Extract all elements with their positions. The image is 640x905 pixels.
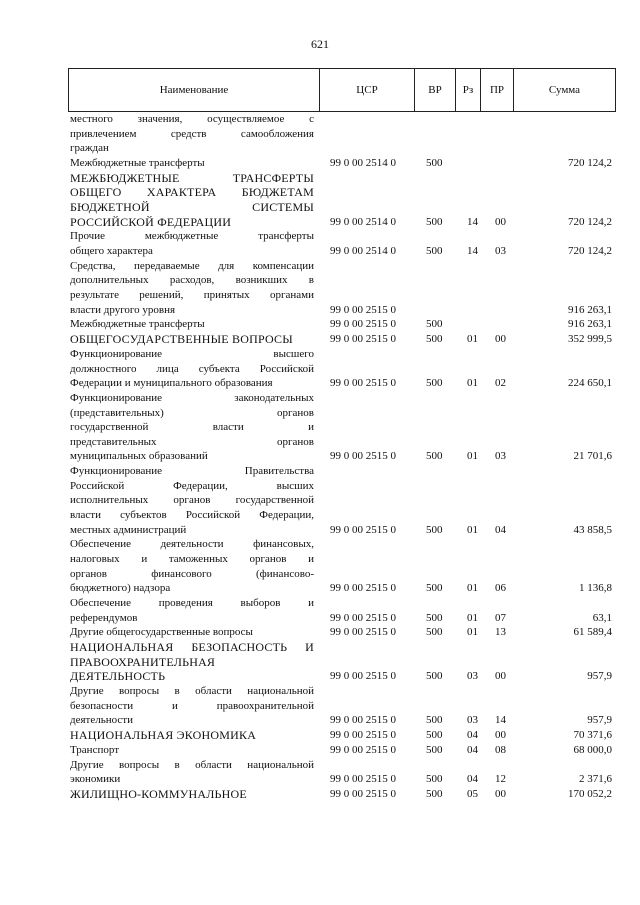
row-pr: 03: [495, 450, 506, 463]
row-csr: 99 0 00 2515 0: [330, 788, 396, 801]
row-sum: 21 701,6: [573, 450, 612, 463]
row-name-line: БЮДЖЕТНОЙ СИСТЕМЫ: [70, 199, 314, 214]
row-name-line: Другие общегосударственные вопросы: [70, 626, 253, 639]
row-name-line: ПРАВООХРАНИТЕЛЬНАЯ: [70, 654, 216, 669]
row-name-line: Средства, передаваемые для компенсации: [70, 259, 314, 272]
row-name-line: безопасности и правоохранительной: [70, 699, 314, 712]
row-name-line: (представительных) органов: [70, 406, 314, 419]
table-row: [0, 728, 640, 743]
row-rz: 04: [467, 773, 478, 786]
row-csr: 99 0 00 2515 0: [330, 611, 396, 624]
table-row: [0, 464, 640, 537]
row-pr: 06: [495, 582, 506, 595]
table-row: [0, 332, 640, 347]
row-rz: 04: [467, 729, 478, 742]
row-vr: 500: [426, 582, 443, 595]
row-rz: 14: [467, 244, 478, 257]
row-sum: 916 263,1: [568, 303, 612, 316]
row-name: [70, 537, 314, 595]
row-name-line: Функционирование законодательных: [70, 392, 314, 404]
row-name-line: Другие вопросы в области национальной: [70, 685, 314, 698]
row-name: [70, 317, 314, 332]
row-csr: 99 0 00 2515 0: [330, 318, 396, 331]
row-name: [70, 332, 314, 347]
row-sum: 68 000,0: [573, 744, 612, 756]
column-header-vr: ВР: [415, 69, 456, 111]
row-rz: 01: [467, 450, 478, 463]
row-name-line: ОБЩЕГО ХАРАКТЕРА БЮДЖЕТАМ: [70, 185, 314, 200]
row-rz: 01: [467, 333, 478, 346]
row-pr: 00: [495, 788, 506, 801]
row-csr: 99 0 00 2515 0: [330, 582, 396, 595]
row-name-line: налоговых и таможенных органов и: [70, 552, 314, 565]
row-name-line: должностного лица субъекта Российской: [70, 362, 314, 375]
row-name-line: Функционирование Правительства: [70, 465, 314, 478]
row-name-line: МЕЖБЮДЖЕТНЫЕ ТРАНСФЕРТЫ: [70, 170, 314, 185]
row-name-line: результате решений, принятых органами: [70, 288, 314, 301]
row-vr: 500: [426, 215, 443, 228]
row-name-line: Прочие межбюджетные трансферты: [70, 230, 314, 243]
row-pr: 00: [495, 215, 506, 228]
row-name-line: Транспорт: [70, 744, 120, 756]
row-sum: 1 136,8: [579, 582, 612, 595]
row-name-line: Обеспечение деятельности финансовых,: [70, 538, 314, 551]
row-vr: 500: [426, 626, 443, 639]
row-vr: 500: [426, 333, 443, 346]
row-rz: 01: [467, 626, 478, 639]
table-row: [0, 596, 640, 625]
row-name-line: исполнительных органов государственной: [70, 494, 314, 507]
row-csr: 99 0 00 2515 0: [330, 773, 396, 786]
row-vr: 500: [426, 744, 443, 756]
row-rz: 03: [467, 714, 478, 727]
table-row: [0, 625, 640, 640]
row-csr: 99 0 00 2514 0: [330, 157, 396, 169]
row-vr: 500: [426, 523, 443, 536]
column-header-name: Наименование: [69, 69, 320, 111]
row-name-line: местных администраций: [70, 523, 187, 536]
row-name: [70, 112, 314, 156]
row-name: [70, 464, 314, 537]
table-row: [0, 259, 640, 317]
page-number: 621: [311, 37, 329, 51]
row-name-line: органов финансового (финансово-: [70, 567, 314, 580]
row-vr: 500: [426, 773, 443, 786]
row-sum: 720 124,2: [568, 157, 612, 169]
table-row: [0, 537, 640, 595]
table-row: [0, 787, 640, 802]
table-row: [0, 743, 640, 758]
row-name-line: граждан: [70, 142, 109, 155]
row-sum: 61 589,4: [573, 626, 612, 639]
row-vr: 500: [426, 377, 443, 390]
row-sum: 170 052,2: [568, 788, 612, 801]
table-row: [0, 156, 640, 171]
column-header-pr: ПР: [481, 69, 514, 111]
table-row: [0, 229, 640, 258]
table-row: [0, 347, 640, 391]
row-name: [70, 625, 314, 640]
row-csr: 99 0 00 2515 0: [330, 714, 396, 727]
row-rz: 14: [467, 215, 478, 228]
table-row: [0, 640, 640, 684]
row-rz: 01: [467, 582, 478, 595]
row-rz: 01: [467, 611, 478, 624]
row-name-line: общего характера: [70, 244, 153, 257]
row-rz: 03: [467, 670, 478, 683]
row-name: [70, 758, 314, 787]
row-name-line: Межбюджетные трансферты: [70, 157, 205, 169]
table-row: [0, 112, 640, 156]
row-name-line: НАЦИОНАЛЬНАЯ БЕЗОПАСНОСТЬ И: [70, 640, 314, 655]
row-name-line: ДЕЯТЕЛЬНОСТЬ: [70, 669, 166, 684]
row-name-line: экономики: [70, 773, 121, 786]
row-pr: 00: [495, 729, 506, 742]
row-name: [70, 596, 314, 625]
row-csr: 99 0 00 2515 0: [330, 729, 396, 742]
row-pr: 14: [495, 714, 506, 727]
row-pr: 04: [495, 523, 506, 536]
row-rz: 01: [467, 377, 478, 390]
row-name-line: ЖИЛИЩНО-КОММУНАЛЬНОЕ: [70, 787, 247, 802]
row-pr: 12: [495, 773, 506, 786]
row-vr: 500: [426, 318, 443, 331]
row-csr: 99 0 00 2515 0: [330, 523, 396, 536]
row-name-line: бюджетного) надзора: [70, 582, 171, 595]
table-row: [0, 758, 640, 787]
column-header-rz: Рз: [456, 69, 481, 111]
row-rz: 05: [467, 788, 478, 801]
row-csr: 99 0 00 2515 0: [330, 450, 396, 463]
row-csr: 99 0 00 2515 0: [330, 626, 396, 639]
row-pr: 03: [495, 244, 506, 257]
row-name: [70, 787, 314, 802]
row-name-line: ОБЩЕГОСУДАРСТВЕННЫЕ ВОПРОСЫ: [70, 332, 293, 347]
row-name-line: Другие вопросы в области национальной: [70, 758, 314, 771]
table-row: [0, 171, 640, 229]
row-csr: 99 0 00 2515 0: [330, 377, 396, 390]
row-name-line: Российской Федерации, высших: [70, 479, 314, 492]
row-name-line: Межбюджетные трансферты: [70, 318, 205, 331]
row-name: [70, 229, 314, 258]
row-name: [70, 728, 314, 743]
row-name: [70, 171, 314, 229]
row-pr: 07: [495, 611, 506, 624]
row-sum: 63,1: [592, 611, 612, 624]
row-name: [70, 640, 314, 684]
row-name-line: деятельности: [70, 714, 133, 727]
row-name-line: власти другого уровня: [70, 303, 176, 316]
row-vr: 500: [426, 670, 443, 683]
row-name: [70, 156, 314, 171]
row-sum: 352 999,5: [568, 333, 612, 346]
row-name-line: государственной власти и: [70, 421, 314, 434]
row-sum: 224 650,1: [568, 377, 612, 390]
column-header-csr: ЦСР: [320, 69, 415, 111]
row-vr: 500: [426, 157, 443, 169]
row-vr: 500: [426, 729, 443, 742]
row-sum: 957,9: [587, 670, 612, 683]
row-csr: 99 0 00 2515 0: [330, 670, 396, 683]
row-pr: 08: [495, 744, 506, 756]
row-pr: 00: [495, 333, 506, 346]
row-sum: 43 858,5: [573, 523, 612, 536]
table-row: [0, 391, 640, 464]
row-csr: 99 0 00 2514 0: [330, 215, 396, 228]
row-rz: 01: [467, 523, 478, 536]
row-name-line: Функционирование высшего: [70, 348, 314, 360]
row-name-line: привлечением средств самообложения: [70, 127, 314, 140]
row-rz: 04: [467, 744, 478, 756]
row-name-line: дополнительных расходов, возникших в: [70, 274, 314, 287]
row-csr: 99 0 00 2515 0: [330, 303, 396, 316]
row-name: [70, 347, 314, 391]
row-name-line: НАЦИОНАЛЬНАЯ ЭКОНОМИКА: [70, 728, 257, 743]
row-sum: 70 371,6: [573, 729, 612, 742]
row-vr: 500: [426, 450, 443, 463]
row-vr: 500: [426, 714, 443, 727]
row-name-line: референдумов: [70, 611, 138, 624]
table-header: [68, 68, 616, 112]
row-sum: 720 124,2: [568, 215, 612, 228]
row-sum: 916 263,1: [568, 318, 612, 331]
row-csr: 99 0 00 2514 0: [330, 244, 396, 257]
row-name-line: власти субъектов Российской Федерации,: [70, 508, 314, 521]
row-csr: 99 0 00 2515 0: [330, 333, 396, 346]
row-sum: 957,9: [587, 714, 612, 727]
row-sum: 720 124,2: [568, 244, 612, 257]
row-vr: 500: [426, 611, 443, 624]
row-pr: 13: [495, 626, 506, 639]
row-vr: 500: [426, 244, 443, 257]
row-name: [70, 391, 314, 464]
row-sum: 2 371,6: [579, 773, 612, 786]
row-name: [70, 743, 314, 758]
row-name-line: муниципальных образований: [70, 450, 208, 463]
row-name: [70, 259, 314, 317]
row-name-line: РОССИЙСКОЙ ФЕДЕРАЦИИ: [70, 214, 232, 229]
row-name-line: Федерации и муниципального образования: [70, 377, 273, 390]
row-pr: 02: [495, 377, 506, 390]
row-csr: 99 0 00 2515 0: [330, 744, 396, 756]
row-name-line: местного значения, осуществляемое с: [70, 113, 314, 125]
row-name: [70, 684, 314, 728]
column-header-sum: Сумма: [548, 84, 581, 96]
row-name-line: Обеспечение проведения выборов и: [70, 597, 314, 609]
row-vr: 500: [426, 788, 443, 801]
row-name-line: представительных органов: [70, 435, 314, 448]
table-row: [0, 684, 640, 728]
row-pr: 00: [495, 670, 506, 683]
table-row: [0, 317, 640, 332]
